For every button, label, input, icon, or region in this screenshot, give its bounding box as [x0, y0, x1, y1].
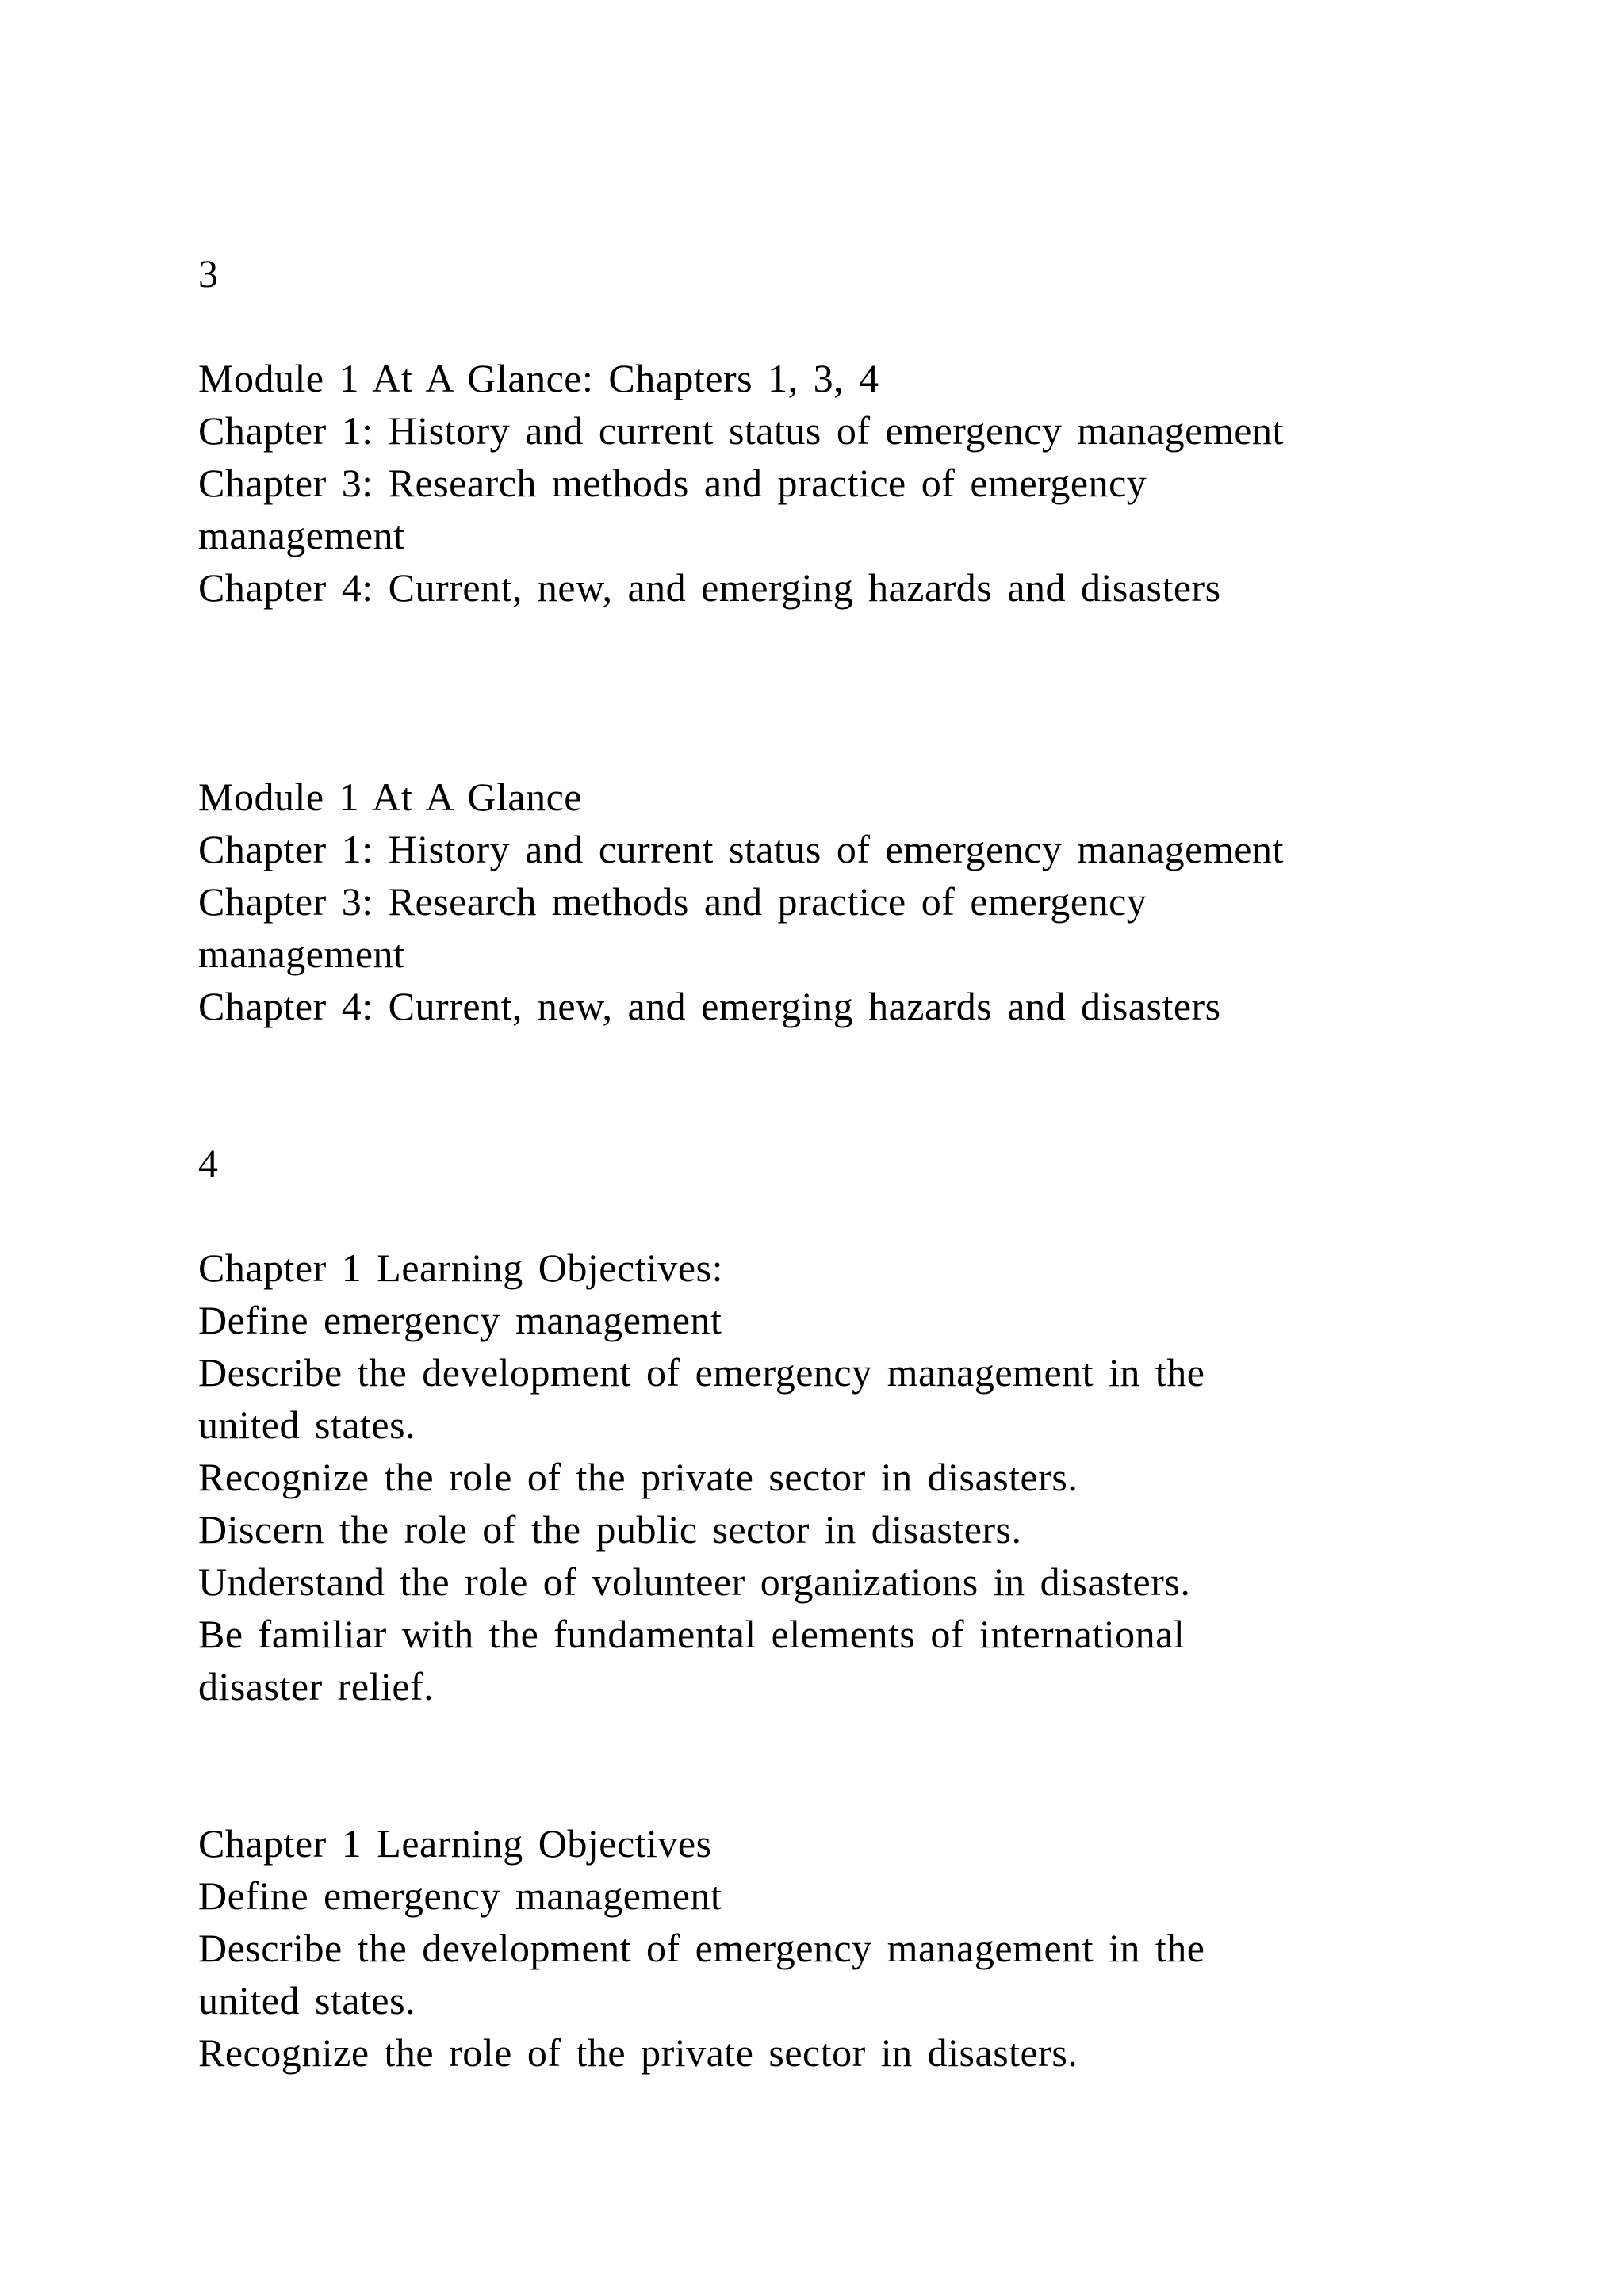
module-heading: Module 1 At A Glance: Chapters 1, 3, 4	[198, 356, 879, 400]
objective-item: Describe the development of emergency management in the	[198, 1350, 1205, 1395]
objective-item: Describe the development of emergency management in the	[198, 1926, 1205, 1970]
chapter-3-line-continued: management	[198, 932, 405, 976]
module-heading: Module 1 At A Glance	[198, 775, 582, 819]
chapter-3-line: Chapter 3: Research methods and practice of emergency	[198, 461, 1147, 505]
chapter-3-line: Chapter 3: Research methods and practice of emergency	[198, 879, 1147, 924]
chapter-3-line-continued: management	[198, 513, 405, 557]
objective-item-continued: disaster relief.	[198, 1664, 435, 1709]
objective-item: Discern the role of the public sector in disasters.	[198, 1507, 1022, 1552]
objective-item: Understand the role of volunteer organizations in disasters.	[198, 1559, 1191, 1604]
chapter-4-line: Chapter 4: Current, new, and emerging hazards and disasters	[198, 565, 1221, 610]
chapter-4-line: Chapter 4: Current, new, and emerging hazards and disasters	[198, 984, 1221, 1028]
objective-item: Define emergency management	[198, 1298, 722, 1342]
objective-item-continued: united states.	[198, 1402, 416, 1447]
objectives-heading: Chapter 1 Learning Objectives:	[198, 1246, 723, 1290]
objective-item: Define emergency management	[198, 1873, 722, 1918]
objectives-heading: Chapter 1 Learning Objectives	[198, 1821, 712, 1866]
objective-item: Recognize the role of the private sector in disasters.	[198, 1455, 1078, 1499]
objective-item: Recognize the role of the private sector in disasters.	[198, 2030, 1078, 2075]
chapter-1-line: Chapter 1: History and current status of emergency management	[198, 408, 1284, 453]
objective-item-continued: united states.	[198, 1978, 416, 2022]
page-number: 3	[198, 251, 219, 296]
objective-item: Be familiar with the fundamental elements of international	[198, 1612, 1185, 1656]
page-number: 4	[198, 1141, 219, 1185]
chapter-1-line: Chapter 1: History and current status of emergency management	[198, 827, 1284, 871]
